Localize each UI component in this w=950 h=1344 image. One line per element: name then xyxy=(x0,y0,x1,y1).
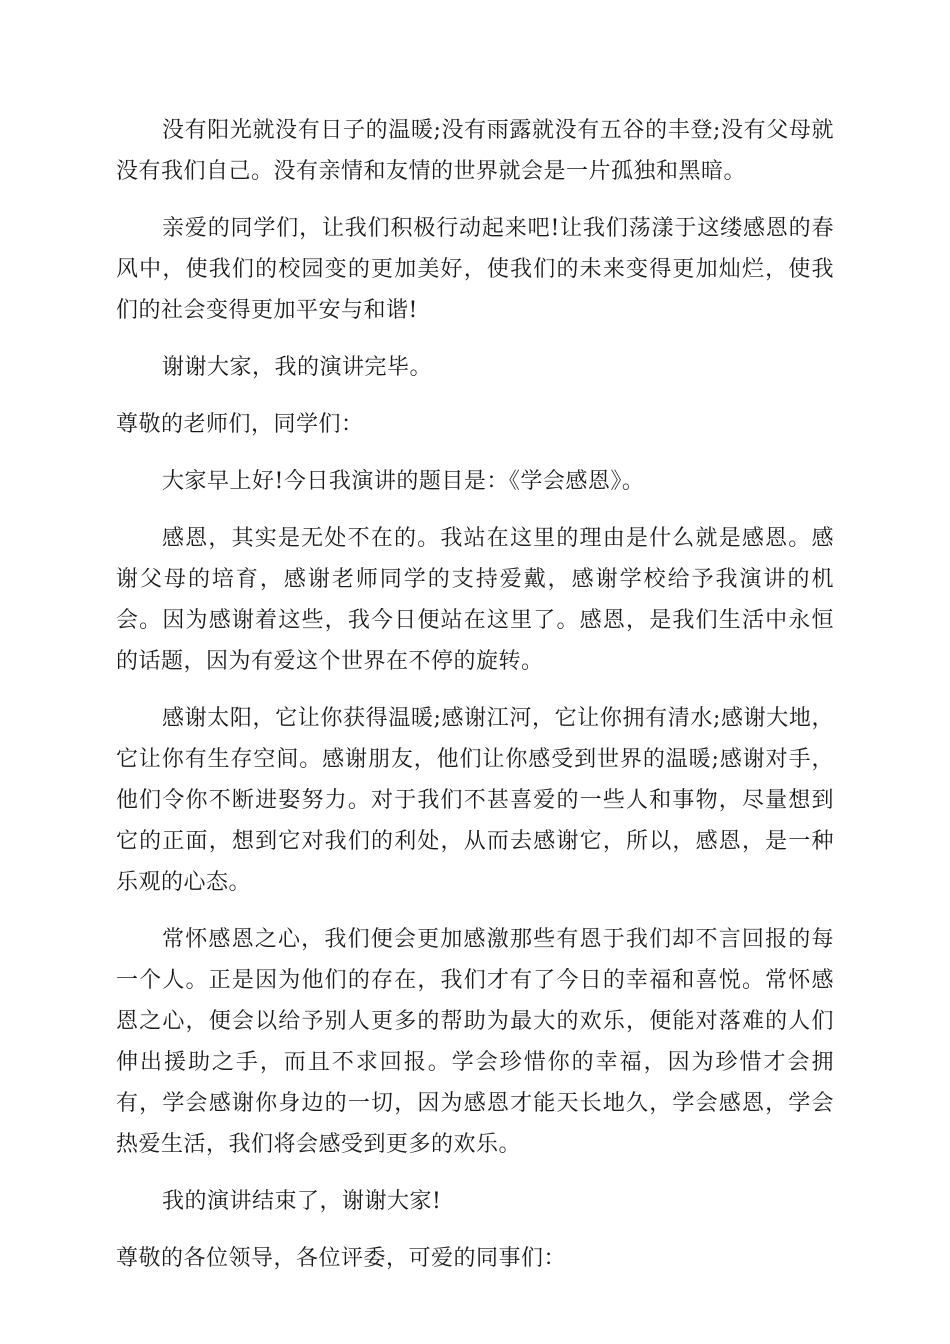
paragraph-6: 感恩，其实是无处不在的。我站在这里的理由是什么就是感恩。感谢父母的培育，感谢老师同学的支持爱戴，感谢学校给予我演讲的机会。因为感谢着这些，我今日便站在这里了。感恩，是我们生活中永恒的话题，因为有爱这个世界在不停的旋转。 xyxy=(116,526,834,674)
salutation-2: 尊敬的各位领导，各位评委，可爱的同事们： xyxy=(116,1246,567,1271)
document-page xyxy=(116,110,834,1279)
paragraph-9: 我的演讲结束了，谢谢大家! xyxy=(162,1189,442,1214)
paragraph-2: 亲爱的同学们，让我们积极行动起来吧!让我们荡漾于这缕感恩的春风中，使我们的校园变的更加美好，使我们的未来变得更加灿烂，使我们的社会变得更加平安与和谐! xyxy=(116,216,834,323)
paragraph-5: 大家早上好!今日我演讲的题目是：《学会感恩》。 xyxy=(162,469,645,494)
paragraph-1: 没有阳光就没有日子的温暖;没有雨露就没有五谷的丰登;没有父母就没有我们自己。没有亲情和友情的世界就会是一片孤独和黑暗。 xyxy=(116,118,834,184)
paragraph-8: 常怀感恩之心，我们便会更加感激那些有恩于我们却不言回报的每一个人。正是因为他们的存在，我们才有了今日的幸福和喜悦。常怀感恩之心，便会以给予别人更多的帮助为最大的欢乐，便能对落难的人们伸出援助之手，而且不求回报。学会珍惜你的幸福，因为珍惜才会拥有，学会感谢你身边的一切，因为感恩才能天长地久，学会感恩，学会热爱生活，我们将会感受到更多的欢乐。 xyxy=(116,927,834,1157)
paragraph-3: 谢谢大家，我的演讲完毕。 xyxy=(162,355,433,380)
salutation-1: 尊敬的老师们，同学们： xyxy=(116,412,364,437)
paragraph-7: 感谢太阳，它让你获得温暖;感谢江河，它让你拥有清水;感谢大地，它让你有生存空间。感谢朋友，他们让你感受到世界的温暖;感谢对手，他们令你不断进娶努力。对于我们不甚喜爱的一些人和事物，尽量想到它的正面，想到它对我们的利处，从而去感谢它，所以，感恩，是一种乐观的心态。 xyxy=(116,706,834,895)
